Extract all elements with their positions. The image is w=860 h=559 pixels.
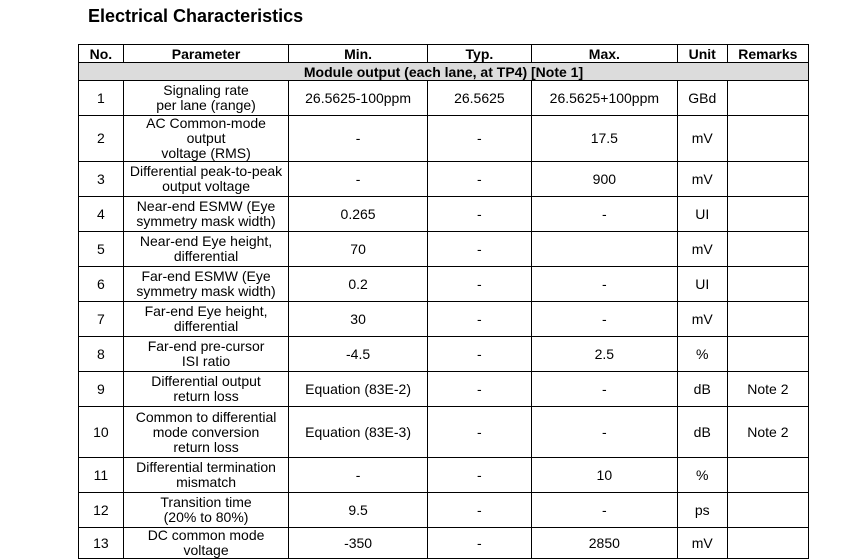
cell-remarks xyxy=(727,267,808,302)
table-row xyxy=(79,372,809,407)
cell-typ: - xyxy=(427,116,531,162)
table-row xyxy=(79,232,809,267)
cell-unit: dB xyxy=(677,372,727,407)
cell-unit: dB xyxy=(677,407,727,458)
cell-remarks: Note 2 xyxy=(727,407,808,458)
cell-typ: - xyxy=(427,302,531,337)
header-row xyxy=(79,45,809,63)
cell-remarks xyxy=(727,116,808,162)
cell-remarks xyxy=(727,458,808,493)
cell-no: 8 xyxy=(79,337,124,372)
header-no: No. xyxy=(79,45,124,63)
cell-unit: ps xyxy=(677,493,727,528)
cell-no: 4 xyxy=(79,197,124,232)
table-body xyxy=(79,63,809,559)
cell-unit: mV xyxy=(677,162,727,197)
cell-parameter: Near-end Eye height, differential xyxy=(123,232,289,267)
cell-no: 12 xyxy=(79,493,124,528)
cell-unit: mV xyxy=(677,116,727,162)
cell-max: 10 xyxy=(531,458,677,493)
cell-typ: - xyxy=(427,528,531,559)
cell-parameter: AC Common-mode output voltage (RMS) xyxy=(123,116,289,162)
cell-max: - xyxy=(531,407,677,458)
cell-no: 9 xyxy=(79,372,124,407)
cell-remarks: Note 2 xyxy=(727,372,808,407)
cell-remarks xyxy=(727,493,808,528)
table-row xyxy=(79,197,809,232)
header-typ: Typ. xyxy=(427,45,531,63)
cell-parameter: Far-end Eye height, differential xyxy=(123,302,289,337)
table-row xyxy=(79,302,809,337)
cell-unit: % xyxy=(677,458,727,493)
table-row xyxy=(79,81,809,116)
cell-min: -4.5 xyxy=(289,337,428,372)
cell-parameter: DC common mode voltage xyxy=(123,528,289,559)
cell-min: - xyxy=(289,116,428,162)
cell-max: - xyxy=(531,372,677,407)
cell-min: Equation (83E-2) xyxy=(289,372,428,407)
cell-max: - xyxy=(531,302,677,337)
cell-max: - xyxy=(531,267,677,302)
cell-unit: UI xyxy=(677,267,727,302)
cell-typ: - xyxy=(427,162,531,197)
header-remarks: Remarks xyxy=(727,45,808,63)
cell-unit: % xyxy=(677,337,727,372)
table-row xyxy=(79,162,809,197)
header-max: Max. xyxy=(531,45,677,63)
group-label: Module output (each lane, at TP4) [Note 1] xyxy=(79,63,809,81)
cell-max: 900 xyxy=(531,162,677,197)
cell-max: 17.5 xyxy=(531,116,677,162)
table-row xyxy=(79,407,809,458)
cell-min: 0.2 xyxy=(289,267,428,302)
electrical-characteristics-table xyxy=(78,44,809,559)
cell-parameter: Near-end ESMW (Eye symmetry mask width) xyxy=(123,197,289,232)
group-row xyxy=(79,63,809,81)
cell-max: - xyxy=(531,197,677,232)
table-row xyxy=(79,528,809,559)
cell-no: 7 xyxy=(79,302,124,337)
cell-remarks xyxy=(727,81,808,116)
cell-no: 11 xyxy=(79,458,124,493)
section-title: Electrical Characteristics xyxy=(88,6,304,26)
cell-unit: GBd xyxy=(677,81,727,116)
cell-min: -350 xyxy=(289,528,428,559)
cell-no: 3 xyxy=(79,162,124,197)
table-row xyxy=(79,458,809,493)
cell-typ: - xyxy=(427,197,531,232)
cell-unit: mV xyxy=(677,302,727,337)
cell-min: - xyxy=(289,162,428,197)
header-unit: Unit xyxy=(677,45,727,63)
cell-parameter: Common to differential mode conversion return loss xyxy=(123,407,289,458)
cell-no: 10 xyxy=(79,407,124,458)
cell-remarks xyxy=(727,162,808,197)
cell-typ: - xyxy=(427,337,531,372)
cell-typ: - xyxy=(427,372,531,407)
cell-min: 30 xyxy=(289,302,428,337)
cell-max: 2850 xyxy=(531,528,677,559)
table-row xyxy=(79,116,809,162)
cell-typ: 26.5625 xyxy=(427,81,531,116)
cell-max: - xyxy=(531,493,677,528)
cell-remarks xyxy=(727,197,808,232)
cell-parameter: Transition time (20% to 80%) xyxy=(123,493,289,528)
cell-typ: - xyxy=(427,407,531,458)
cell-unit: mV xyxy=(677,528,727,559)
table-row xyxy=(79,337,809,372)
cell-remarks xyxy=(727,337,808,372)
cell-typ: - xyxy=(427,493,531,528)
table-row xyxy=(79,267,809,302)
cell-typ: - xyxy=(427,232,531,267)
cell-no: 5 xyxy=(79,232,124,267)
cell-no: 6 xyxy=(79,267,124,302)
cell-typ: - xyxy=(427,267,531,302)
cell-min: 26.5625-100ppm xyxy=(289,81,428,116)
cell-no: 2 xyxy=(79,116,124,162)
cell-max: 26.5625+100ppm xyxy=(531,81,677,116)
cell-typ: - xyxy=(427,458,531,493)
cell-parameter: Signaling rate per lane (range) xyxy=(123,81,289,116)
cell-parameter: Differential peak-to-peak output voltage xyxy=(123,162,289,197)
cell-min: Equation (83E-3) xyxy=(289,407,428,458)
cell-no: 13 xyxy=(79,528,124,559)
cell-parameter: Differential output return loss xyxy=(123,372,289,407)
cell-parameter: Differential termination mismatch xyxy=(123,458,289,493)
cell-max: 2.5 xyxy=(531,337,677,372)
cell-remarks xyxy=(727,302,808,337)
cell-parameter: Far-end ESMW (Eye symmetry mask width) xyxy=(123,267,289,302)
cell-parameter: Far-end pre-cursor ISI ratio xyxy=(123,337,289,372)
cell-remarks xyxy=(727,232,808,267)
cell-max xyxy=(531,232,677,267)
header-parameter: Parameter xyxy=(123,45,289,63)
cell-min: - xyxy=(289,458,428,493)
cell-remarks xyxy=(727,528,808,559)
cell-min: 70 xyxy=(289,232,428,267)
cell-unit: UI xyxy=(677,197,727,232)
header-min: Min. xyxy=(289,45,428,63)
table-row xyxy=(79,493,809,528)
cell-min: 0.265 xyxy=(289,197,428,232)
cell-no: 1 xyxy=(79,81,124,116)
cell-unit: mV xyxy=(677,232,727,267)
table-header xyxy=(79,45,809,63)
cell-min: 9.5 xyxy=(289,493,428,528)
